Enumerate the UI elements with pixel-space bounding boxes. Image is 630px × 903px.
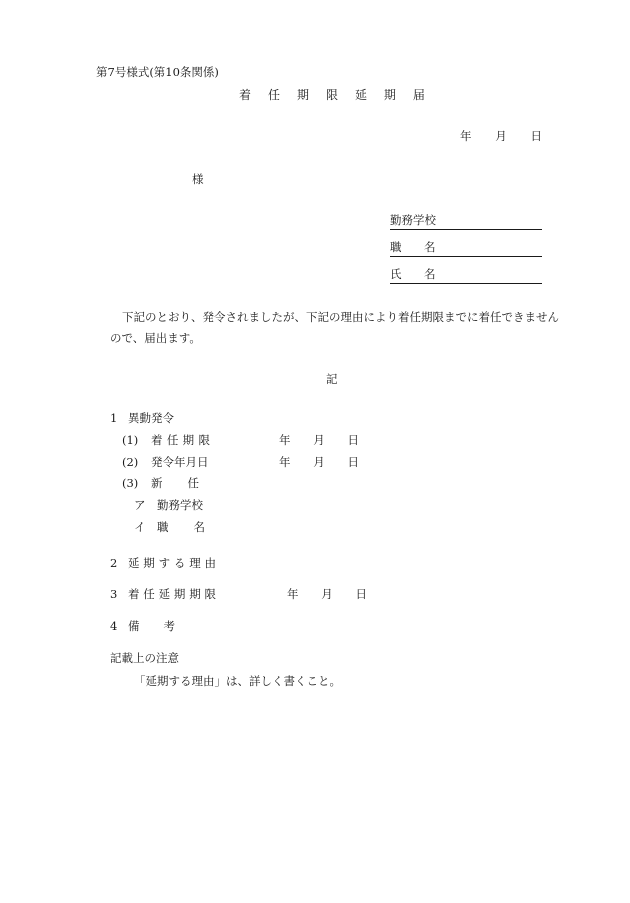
label-char: 期 xyxy=(182,433,195,447)
title-char: 着 xyxy=(239,88,252,102)
item3-date[interactable] xyxy=(287,589,367,601)
label-char: 備 xyxy=(128,619,140,633)
label-char: 新 xyxy=(151,476,163,490)
item1-sub2-label: 発令年月日 xyxy=(151,455,209,469)
label-char: 限 xyxy=(204,587,216,601)
title-char: 期 xyxy=(383,88,396,102)
name-underline xyxy=(390,283,542,284)
item1-sub3-label xyxy=(151,478,199,490)
date-year: 年 xyxy=(279,455,291,469)
title-char: 限 xyxy=(325,88,338,102)
name-label-char: 氏 xyxy=(390,267,402,281)
item1-sub3a-label: 勤務学校 xyxy=(157,498,203,512)
form-title xyxy=(239,89,425,101)
item1-sub1-number: (1) xyxy=(122,433,139,447)
item2-number: 2 xyxy=(110,556,118,570)
label-char: 職 xyxy=(157,520,169,534)
school-label: 勤務学校 xyxy=(390,213,436,227)
label-char: 任 xyxy=(166,433,179,447)
date-month: 月 xyxy=(321,587,333,601)
date-line xyxy=(460,131,542,143)
item1-sub3b-kana: イ xyxy=(134,520,146,534)
label-char: す xyxy=(158,556,171,570)
label-char: 期 xyxy=(173,587,186,601)
item1-number: 1 xyxy=(110,411,118,425)
position-underline xyxy=(390,256,542,257)
date-day: 日 xyxy=(347,455,359,469)
notes-text: 「延期する理由」は、詳しく書くこと。 xyxy=(134,674,341,688)
item1-sub2-number: (2) xyxy=(122,455,139,469)
title-char: 届 xyxy=(412,88,425,102)
label-char: 着 xyxy=(128,587,140,601)
date-month: 月 xyxy=(313,433,325,447)
label-char: 延 xyxy=(128,556,140,570)
school-underline xyxy=(390,229,542,230)
label-char: 期 xyxy=(143,556,155,570)
label-char: る xyxy=(173,556,186,570)
item1-sub1-date[interactable] xyxy=(279,435,359,447)
label-char: 任 xyxy=(143,587,155,601)
date-month: 月 xyxy=(313,455,325,469)
label-char: 限 xyxy=(198,433,210,447)
item3-number: 3 xyxy=(110,587,118,601)
item1-sub2-date[interactable] xyxy=(279,457,359,469)
title-char: 期 xyxy=(296,88,309,102)
item1-label: 異動発令 xyxy=(128,411,174,425)
ki-heading: 記 xyxy=(326,372,338,386)
date-day: 日 xyxy=(530,129,542,143)
label-char: 由 xyxy=(204,556,216,570)
title-char: 延 xyxy=(354,88,367,102)
date-year: 年 xyxy=(279,433,291,447)
position-field[interactable] xyxy=(390,242,542,257)
label-char: 任 xyxy=(187,476,199,490)
label-char: 名 xyxy=(193,520,205,534)
position-label-char: 職 xyxy=(390,240,402,254)
label-char: 理 xyxy=(189,556,201,570)
item4-number: 4 xyxy=(110,619,118,633)
date-year: 年 xyxy=(460,129,472,143)
form-number: 第7号様式(第10条関係) xyxy=(96,65,219,79)
item1-sub1-label xyxy=(151,435,210,447)
date-day: 日 xyxy=(355,587,367,601)
item1-sub3b-label xyxy=(157,522,205,534)
date-day: 日 xyxy=(347,433,359,447)
item1-sub3a-kana: ア xyxy=(134,498,146,512)
name-label-char: 名 xyxy=(424,267,436,281)
title-char: 任 xyxy=(267,88,280,102)
school-field[interactable] xyxy=(390,215,542,230)
notes-heading: 記載上の注意 xyxy=(110,651,179,665)
date-month: 月 xyxy=(495,129,507,143)
label-char: 期 xyxy=(189,587,201,601)
addressee-suffix: 様 xyxy=(192,172,204,186)
item1-sub3-number: (3) xyxy=(122,476,139,490)
date-year: 年 xyxy=(287,587,299,601)
name-field[interactable] xyxy=(390,269,542,284)
item4-label xyxy=(128,621,175,633)
label-char: 着 xyxy=(151,433,163,447)
label-char: 延 xyxy=(158,587,171,601)
item3-label xyxy=(128,589,216,601)
body-text-line1: 下記のとおり、発令されましたが、下記の理由により着任期限までに着任できません xyxy=(122,310,559,324)
body-text-line2: ので、届出ます。 xyxy=(110,331,201,345)
position-label-char: 名 xyxy=(424,240,436,254)
label-char: 考 xyxy=(163,619,175,633)
item2-label xyxy=(128,558,216,570)
